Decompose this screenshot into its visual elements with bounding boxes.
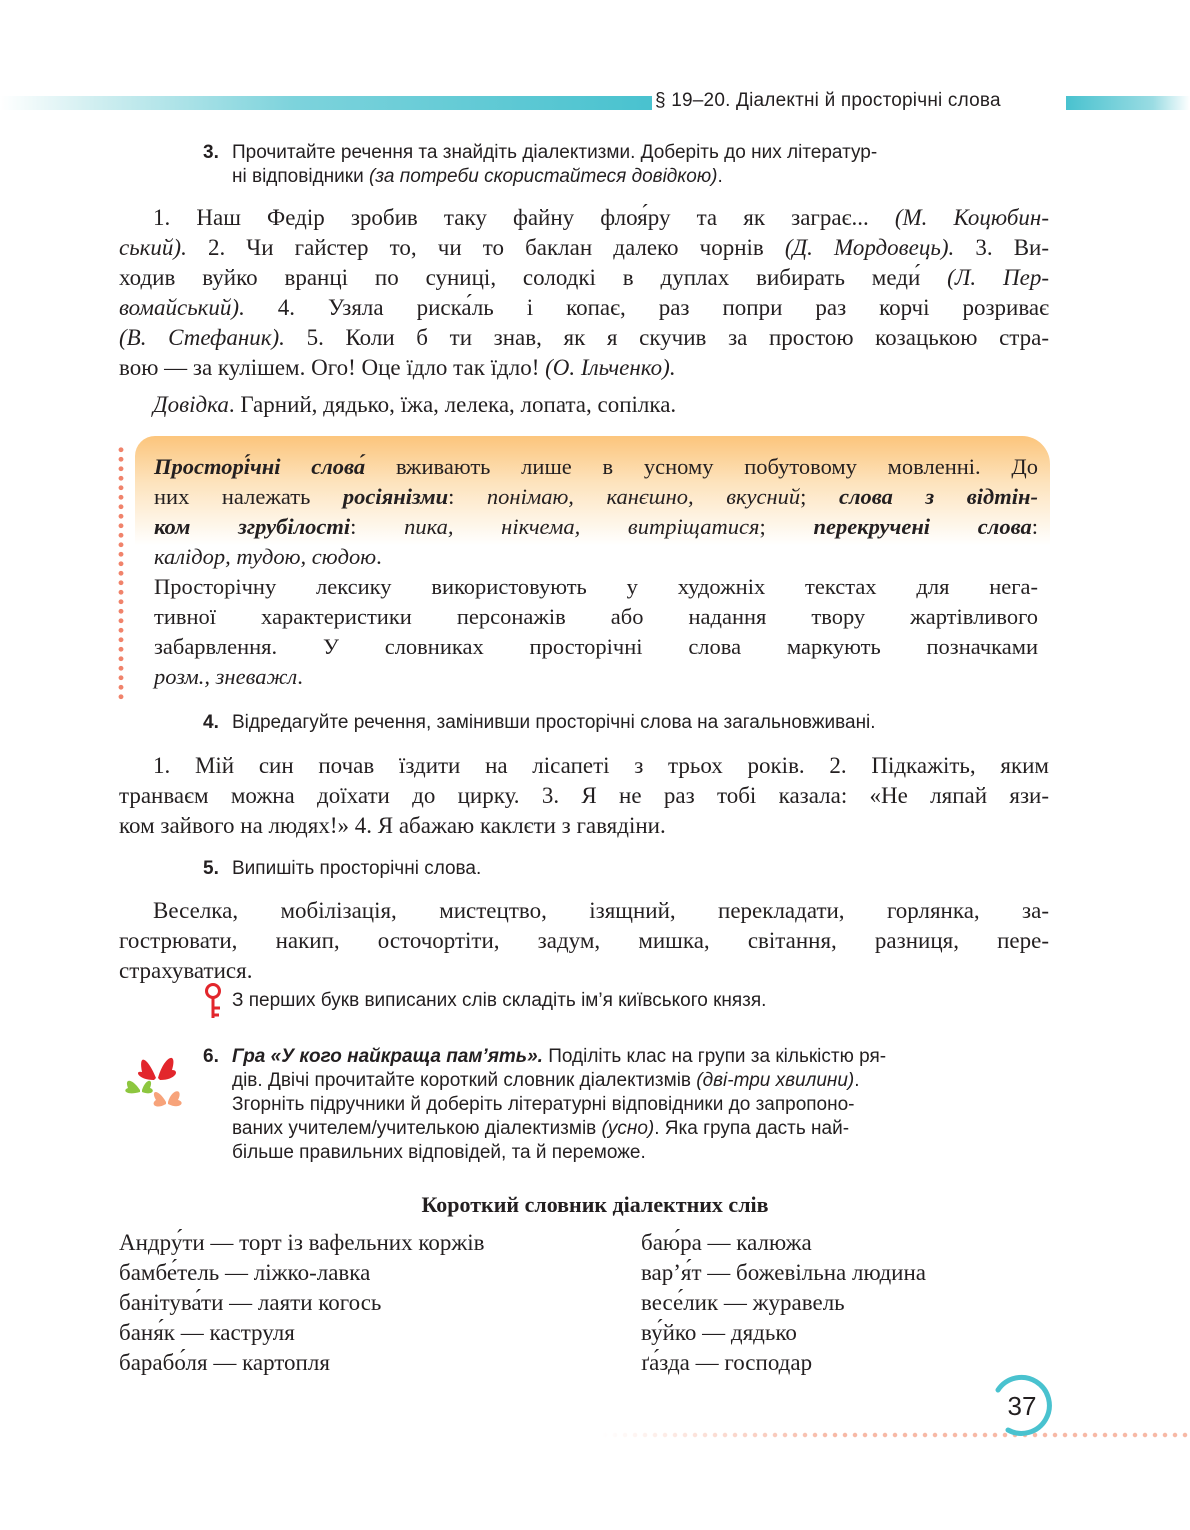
section-title: § 19–20. Діалектні й просторічні слова [655, 90, 1001, 111]
rule-text-part: . [376, 544, 382, 569]
task-5 [203, 857, 1032, 881]
rule-dots-decor [118, 445, 124, 703]
rule-text-part: : [448, 484, 487, 509]
key-icon [202, 983, 224, 1021]
words-line: гострювати, накип, осточортіти, задум, мишка, світання, разниця, пере- [119, 928, 1049, 953]
citation: (О. Ільченко). [545, 355, 676, 380]
task-3-end: . [717, 166, 723, 187]
task-6-text: . [854, 1070, 860, 1091]
task-4 [203, 711, 1032, 735]
task-3 [203, 141, 1012, 189]
dictionary-entry: баня́к — каструля [119, 1320, 295, 1345]
rule-text-part: : [350, 514, 405, 539]
rule-example: калідор, тудою, сюдою [154, 544, 377, 569]
task-6-line-4 [232, 1117, 1012, 1141]
dictionary-entry: банітува́ти — лаяти когось [119, 1290, 382, 1315]
rule-example: понімаю, канєшно, вкусний [486, 484, 801, 509]
task-number: 3. [203, 142, 219, 163]
task-3-line-2 [232, 165, 1012, 189]
dictionary-entry: баю́ра — калюжа [641, 1230, 812, 1255]
dictionary-entry: ву́йко — дядько [641, 1320, 797, 1345]
header-decor-bar-right [1066, 96, 1190, 110]
key-hint-text: З перших букв виписаних слів складіть ім’я київського князя. [232, 990, 767, 1011]
dictionary-column-left [119, 1228, 485, 1378]
task-number: 6. [203, 1046, 219, 1067]
dictionary-entry: Андру́ти — торт із вафельних коржів [119, 1230, 485, 1255]
sentence-line [119, 293, 1049, 323]
task-3-sentences [119, 203, 1049, 383]
task-6-line-2 [232, 1069, 1012, 1093]
rule-term: росіянізми [342, 484, 449, 509]
rule-term: слова з відтін- [838, 484, 1038, 509]
task-3-note: (за потреби скористайтеся довідкою) [368, 166, 718, 187]
sentence-line: транваєм можна доїхати до цирку. 3. Я не раз тобі казала: «Не ляпай язи- [119, 783, 1049, 808]
rule-line [154, 482, 1038, 512]
dictionary-entry: бамбе́тель — ліжко-лавка [119, 1260, 371, 1285]
reference-words: . Гарний, дядько, їжа, лелека, лопата, сопілка. [228, 392, 677, 417]
rule-term: Просторі́чні слова́ [154, 454, 366, 479]
rule-line [154, 452, 1038, 482]
rule-line [154, 662, 1038, 692]
rule-text-part: них належать [154, 484, 343, 509]
rule-term: ком згрубілості [154, 514, 351, 539]
task-6-text: . Яка група дасть най- [654, 1118, 850, 1139]
rule-text [154, 452, 1038, 692]
dictionary-entry: весе́лик — журавель [641, 1290, 845, 1315]
sentence-text: 1. Наш Федір зробив таку файну флоя́ру та як заграє... [153, 205, 895, 230]
sentence-line [119, 233, 1049, 263]
dictionary-entry: вар’я́т — божевільна людина [641, 1260, 926, 1285]
task-6-text: ваних учителем/учителькою діалектизмів [232, 1118, 602, 1139]
game-title: Гра «У кого найкраща пам’ять». [232, 1046, 543, 1067]
rule-text-part: . [297, 664, 303, 689]
sentence-text: вою — за кулішем. Ого! Оце їдло так їдло! [119, 355, 546, 380]
reference-label: Довідка [153, 392, 229, 417]
words-line: страхуватися. [119, 958, 253, 983]
rule-line: забарвлення. У словниках просторічні слова маркують позначками [154, 634, 1038, 659]
citation: (Л. Пер- [947, 265, 1049, 290]
task-number: 5. [203, 858, 219, 879]
task-6-line-3: Згорніть підручники й доберіть літературні відповідники до запропоно- [232, 1094, 855, 1115]
rule-term: перекручені слова [813, 514, 1032, 539]
dictionary-column-right [641, 1228, 926, 1378]
footer-dots-decor [600, 1431, 1190, 1439]
sentence-line: 1. Мій син почав їздити на лісапеті з трьох років. 2. Підкажіть, яким [153, 753, 1049, 778]
task-6-text: Поділіть клас на групи за кількістю ря- [542, 1046, 887, 1067]
task-5-text: Випишіть просторічні слова. [232, 858, 482, 879]
rule-line: Просторічну лексику використовують у художніх текстах для нега- [154, 574, 1038, 599]
sentence-line [119, 323, 1049, 353]
task-4-sentences [119, 751, 1049, 841]
dictionary-title: Короткий словник діалектних слів [421, 1192, 769, 1217]
dictionary-entry: ґа́зда — господар [641, 1350, 813, 1375]
dictionary-entry: барабо́ля — картопля [119, 1350, 330, 1375]
rule-line: тивної характеристики персонажів або надання твору жартівливого [154, 604, 1038, 629]
butterflies-icon [120, 1048, 192, 1118]
words-line: Веселка, мобілізація, мистецтво, ізящний, перекладати, горлянка, за- [153, 898, 1049, 923]
citation: ський). [119, 235, 187, 260]
sentence-text: 5. Коли б ти знав, як я скучив за простою козацькою стра- [284, 325, 1050, 350]
reference-line [119, 390, 1049, 420]
task-6-text: дів. Двічі прочитайте короткий словник діалектизмів [232, 1070, 697, 1091]
page-number: 37 [1007, 1391, 1037, 1421]
task-number: 4. [203, 712, 219, 733]
header-decor-bar-left [0, 96, 652, 110]
rule-line [154, 542, 1038, 572]
sentence-line [119, 263, 1049, 293]
rule-line [154, 512, 1038, 542]
sentence-text: 4. Узяла риска́ль і копає, раз попри раз корчі розриває [244, 295, 1049, 320]
task-3-text: ні відповідники [232, 166, 369, 187]
reference [119, 390, 1049, 420]
rule-text-part: вживають лише в усному побутовому мовленні. До [365, 454, 1038, 479]
rule-text-part: ; [800, 484, 839, 509]
key-hint [232, 989, 1032, 1013]
task-6-note: (усно) [601, 1118, 655, 1139]
sentence-line: ком зайвого на людях!» 4. Я абажаю каклєти з гавядіни. [119, 813, 666, 838]
rule-text-part: ; [759, 514, 814, 539]
sentence-line [119, 203, 1049, 233]
citation: (В. Стефаник). [119, 325, 285, 350]
citation: вомайський). [119, 295, 245, 320]
task-6 [203, 1045, 1012, 1165]
task-4-text: Відредагуйте речення, замінивши просторічні слова на загальновживані. [232, 712, 876, 733]
task-6-line-1 [232, 1045, 1012, 1069]
sentence-text: 2. Чи гайстер то, чи то баклан далеко чорнів [186, 235, 785, 260]
rule-text-part: : [1031, 514, 1038, 539]
rule-example: розм., зневажл [154, 664, 298, 689]
task-6-note: (дві-три хвилини) [696, 1070, 855, 1091]
sentence-text: ходив вуйко вранці по суниці, солодкі в дуплах вибирать меди́ [119, 265, 948, 290]
task-5-words [119, 896, 1049, 986]
task-6-line-5: більше правильних відповідей, та й переможе. [232, 1142, 646, 1163]
citation: (М. Коцюбин- [894, 205, 1049, 230]
rule-example: пика, нікчема, витріщатися [404, 514, 760, 539]
sentence-text: 3. Ви- [954, 235, 1050, 260]
citation: (Д. Мордовець). [784, 235, 955, 260]
task-3-line-1: Прочитайте речення та знайдіть діалектизми. Доберіть до них літератур- [232, 142, 878, 163]
sentence-line [119, 353, 1049, 383]
